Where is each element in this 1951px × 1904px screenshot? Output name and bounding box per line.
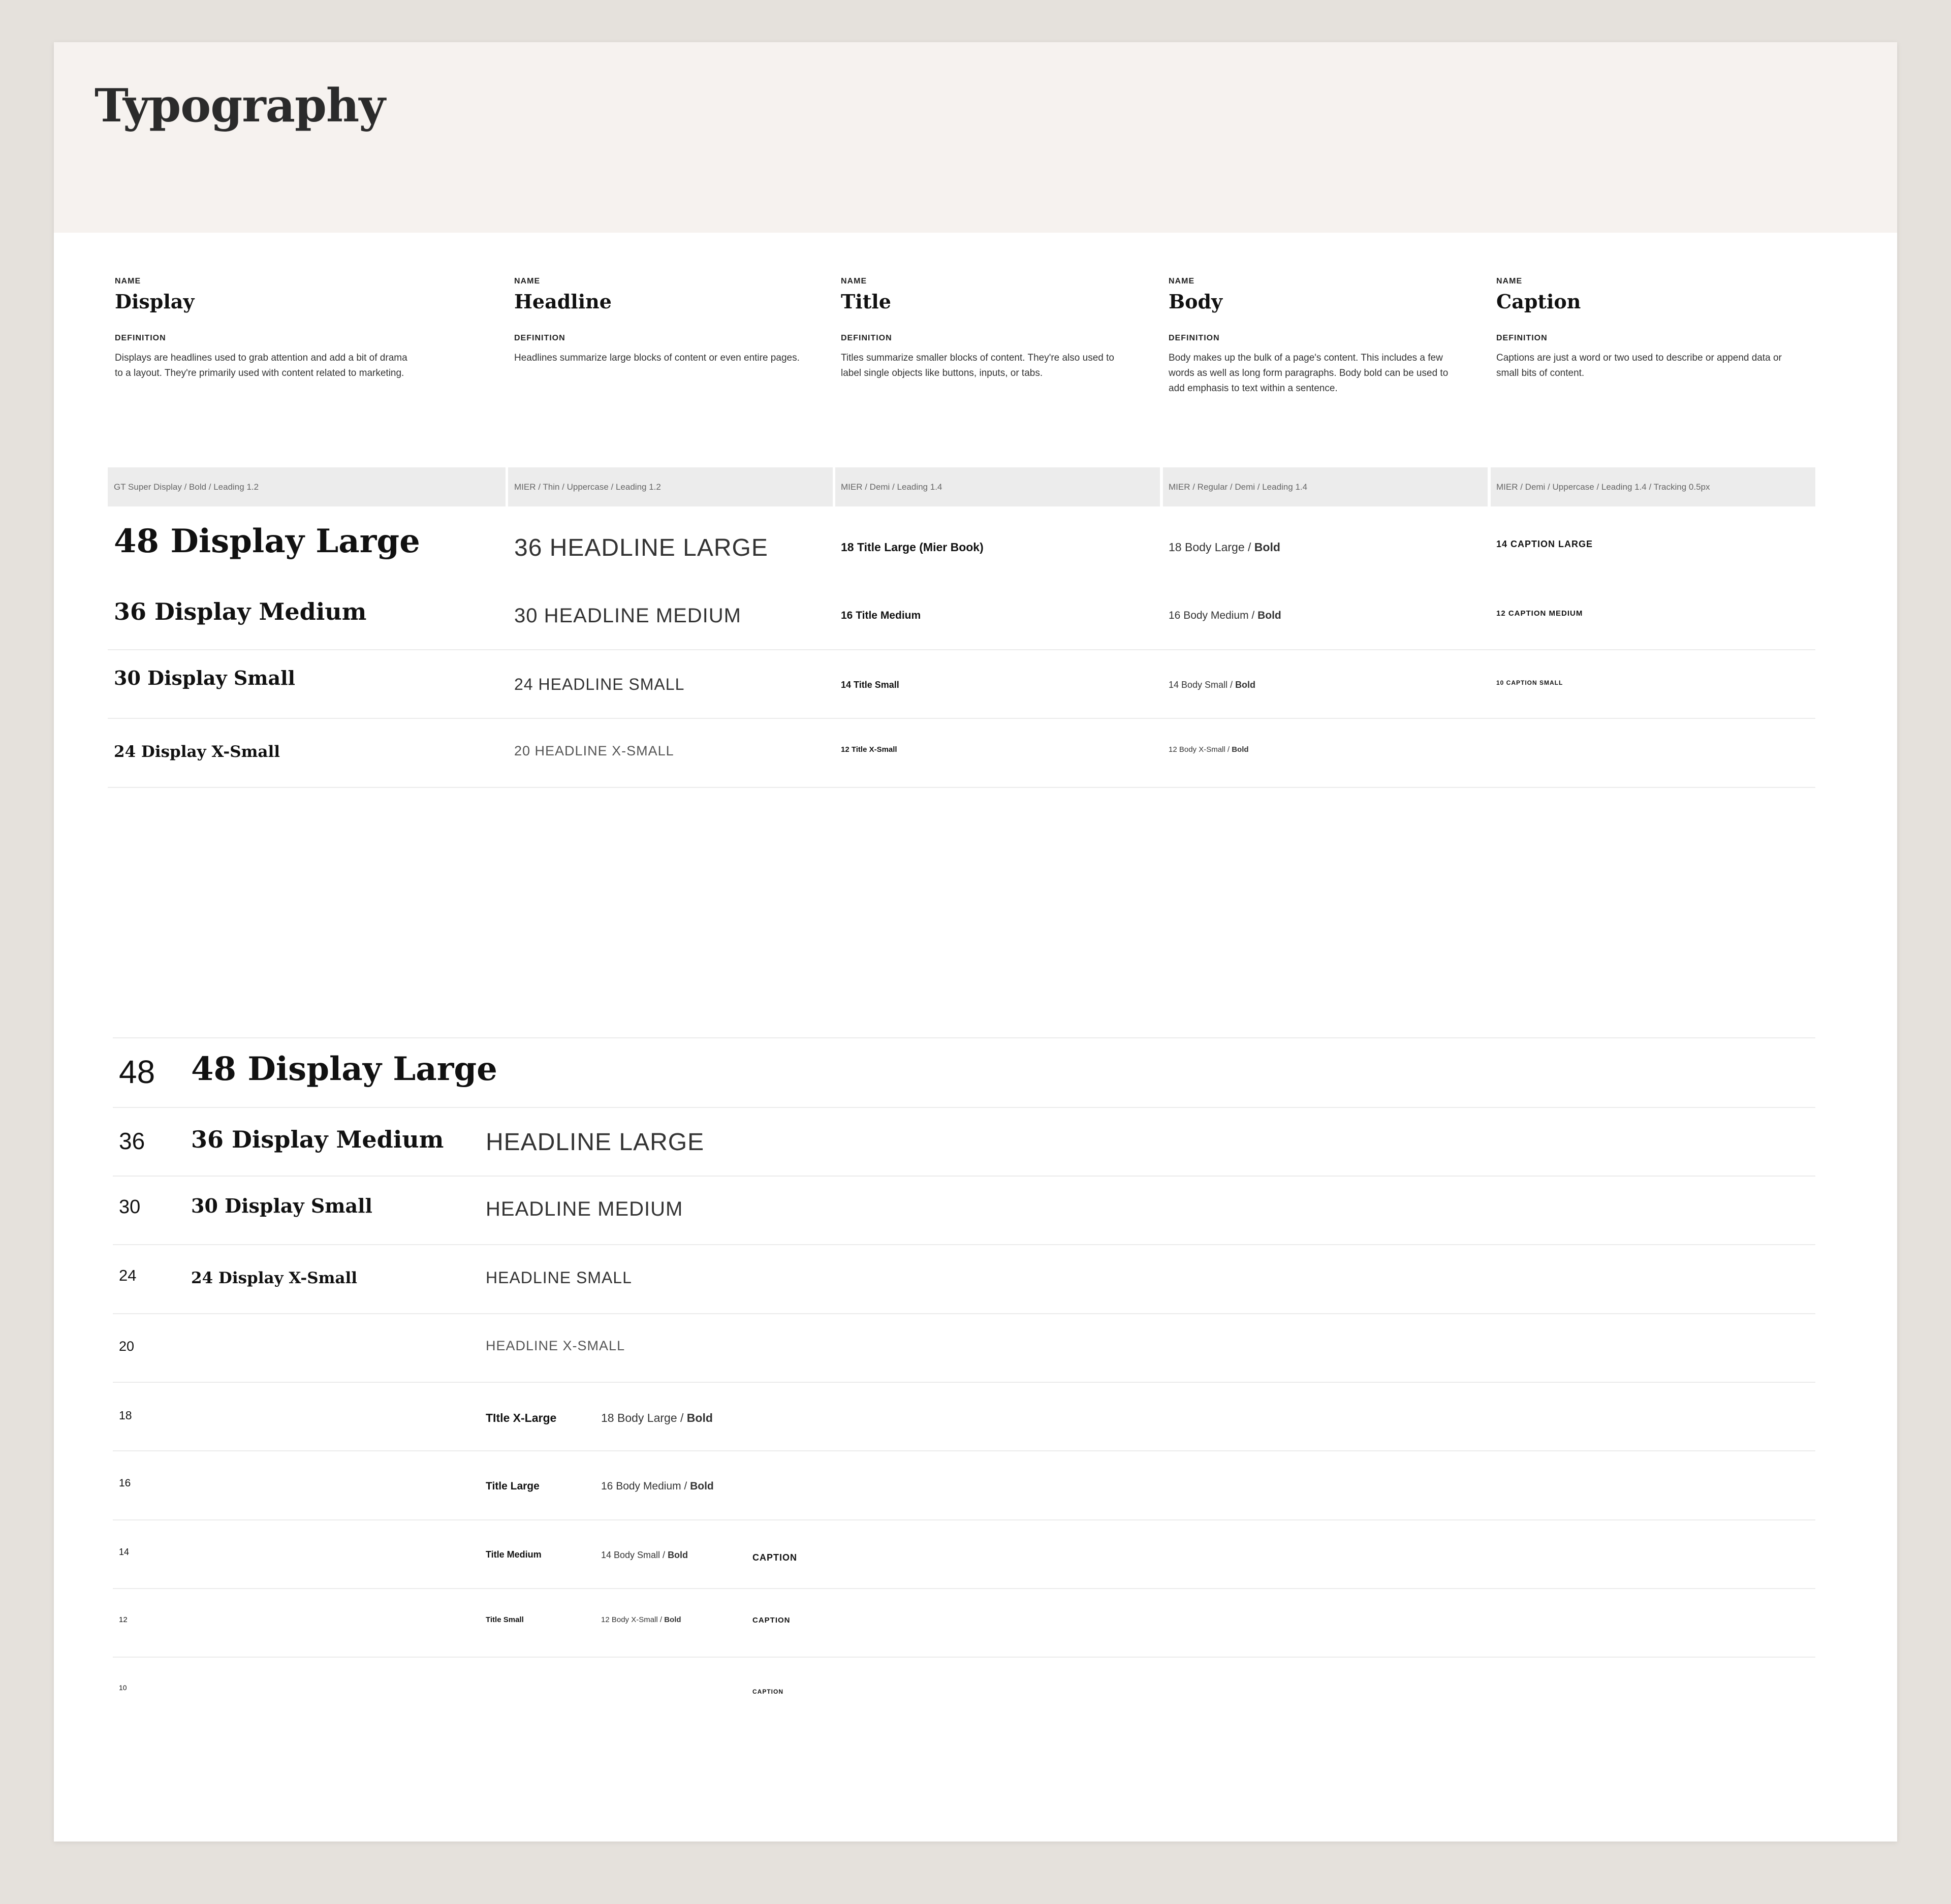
body-sample-text: 14 Body Small / bbox=[1169, 680, 1236, 690]
body-bold-text: Bold bbox=[686, 1411, 713, 1424]
typography-card bbox=[54, 42, 1897, 1842]
definition-label: DEFINITION bbox=[1496, 334, 1548, 342]
display-large-sample: 48 Display Large bbox=[114, 522, 420, 560]
scale-size: 36 bbox=[119, 1128, 145, 1154]
headline-xsmall-sample: 20 HEADLINE X-SMALL bbox=[514, 743, 674, 758]
name-label: NAME bbox=[115, 277, 141, 285]
body-sample-text: 18 Body Large / bbox=[601, 1411, 687, 1424]
header-band bbox=[54, 42, 1897, 233]
spec-text: MIER / Regular / Demi / Leading 1.4 bbox=[1169, 482, 1308, 492]
row-divider bbox=[113, 1519, 1815, 1520]
body-bold-text: Bold bbox=[1254, 541, 1280, 554]
body-sample-text: 12 Body X-Small / bbox=[1169, 745, 1232, 754]
column-definition: Titles summarize smaller blocks of content. They're also used to label single objects like buttons, inputs, or tabs. bbox=[841, 353, 1114, 378]
column-definition: Headlines summarize large blocks of content or even entire pages. bbox=[514, 353, 800, 363]
scale-headline-sample: HEADLINE LARGE bbox=[486, 1129, 705, 1156]
body-sample-text: 14 Body Small / bbox=[601, 1550, 668, 1560]
scale-size: 20 bbox=[119, 1339, 135, 1354]
scale-headline-sample: HEADLINE MEDIUM bbox=[486, 1198, 683, 1220]
column-name: Body bbox=[1169, 290, 1223, 313]
scale-caption-sample: CAPTION bbox=[752, 1552, 797, 1563]
definition-label: DEFINITION bbox=[115, 334, 166, 342]
row-divider bbox=[108, 718, 1815, 719]
row-divider bbox=[113, 1313, 1815, 1314]
scale-size: 14 bbox=[119, 1547, 130, 1557]
scale-display-sample: 24 Display X-Small bbox=[191, 1269, 358, 1287]
body-bold-text: Bold bbox=[1257, 610, 1281, 621]
row-divider bbox=[113, 1588, 1815, 1589]
name-label: NAME bbox=[1496, 277, 1523, 285]
row-divider bbox=[108, 787, 1815, 788]
spec-text: GT Super Display / Bold / Leading 1.2 bbox=[114, 482, 259, 492]
column-name: Headline bbox=[514, 290, 612, 313]
display-medium-sample: 36 Display Medium bbox=[114, 598, 367, 625]
row-divider bbox=[113, 1176, 1815, 1177]
body-sample-text: 16 Body Medium / bbox=[601, 1480, 690, 1492]
column-definition: Body makes up the bulk of a page's content. This includes a few words as well as long form paragraphs. Body bold can be used to add emphasis to text within a sentence. bbox=[1169, 353, 1449, 394]
scale-caption-sample: CAPTION bbox=[752, 1616, 791, 1625]
body-small-sample bbox=[1169, 680, 1255, 690]
body-medium-sample bbox=[1169, 610, 1281, 622]
row-divider bbox=[113, 1107, 1815, 1108]
scale-display-sample: 48 Display Large bbox=[191, 1050, 497, 1088]
scale-title-sample: Title Medium bbox=[486, 1549, 542, 1560]
scale-size: 10 bbox=[119, 1684, 127, 1692]
column-definition: Displays are headlines used to grab attention and add a bit of drama to a layout. They're primarily used with content related to marketing. bbox=[115, 353, 407, 378]
row-divider bbox=[108, 649, 1815, 650]
title-xsmall-sample: 12 Title X-Small bbox=[841, 745, 897, 754]
title-small-sample: 14 Title Small bbox=[841, 680, 899, 690]
display-xsmall-sample: 24 Display X-Small bbox=[114, 743, 280, 761]
scale-display-sample: 36 Display Medium bbox=[191, 1126, 444, 1153]
body-sample-text: 18 Body Large / bbox=[1169, 541, 1254, 554]
column-name: Display bbox=[115, 290, 195, 313]
scale-size: 12 bbox=[119, 1615, 128, 1624]
row-divider bbox=[113, 1450, 1815, 1451]
page-title: Typography bbox=[95, 79, 385, 133]
body-bold-text: Bold bbox=[664, 1615, 681, 1624]
scale-size: 48 bbox=[119, 1054, 155, 1090]
body-bold-text: Bold bbox=[1235, 680, 1256, 690]
scale-title-sample: Title Small bbox=[486, 1615, 524, 1624]
name-label: NAME bbox=[841, 277, 867, 285]
name-label: NAME bbox=[514, 277, 541, 285]
display-small-sample: 30 Display Small bbox=[114, 667, 295, 689]
row-divider bbox=[113, 1657, 1815, 1658]
row-divider bbox=[113, 1382, 1815, 1383]
caption-large-sample: 14 CAPTION LARGE bbox=[1496, 539, 1593, 549]
body-xsmall-sample bbox=[1169, 745, 1249, 754]
spec-text: MIER / Demi / Uppercase / Leading 1.4 / Tracking 0.5px bbox=[1496, 482, 1710, 492]
body-bold-text: Bold bbox=[668, 1550, 688, 1560]
scale-display-sample: 30 Display Small bbox=[191, 1194, 372, 1217]
column-name: Title bbox=[841, 290, 891, 313]
body-sample-text: 12 Body X-Small / bbox=[601, 1615, 665, 1624]
title-large-sample: 18 Title Large (Mier Book) bbox=[841, 541, 984, 554]
scale-title-sample: TItle X-Large bbox=[486, 1411, 557, 1424]
body-bold-text: Bold bbox=[690, 1480, 714, 1492]
caption-medium-sample: 12 CAPTION MEDIUM bbox=[1496, 609, 1583, 618]
scale-body-sample bbox=[601, 1411, 713, 1425]
scale-body-sample bbox=[601, 1615, 681, 1624]
scale-title-sample: Title Large bbox=[486, 1480, 540, 1492]
body-sample-text: 16 Body Medium / bbox=[1169, 610, 1258, 621]
scale-headline-sample: HEADLINE X-SMALL bbox=[486, 1338, 625, 1353]
scale-size: 24 bbox=[119, 1266, 137, 1284]
body-bold-text: Bold bbox=[1232, 745, 1249, 754]
scale-body-sample bbox=[601, 1480, 714, 1493]
scale-size: 18 bbox=[119, 1409, 132, 1422]
scale-body-sample bbox=[601, 1550, 688, 1561]
spec-text: MIER / Thin / Uppercase / Leading 1.2 bbox=[514, 482, 661, 492]
scale-size: 16 bbox=[119, 1477, 131, 1489]
row-divider bbox=[113, 1037, 1815, 1038]
definition-label: DEFINITION bbox=[514, 334, 565, 342]
headline-large-sample: 36 HEADLINE LARGE bbox=[514, 534, 768, 561]
body-large-sample bbox=[1169, 541, 1280, 554]
scale-headline-sample: HEADLINE SMALL bbox=[486, 1268, 632, 1287]
headline-small-sample: 24 HEADLINE SMALL bbox=[514, 675, 685, 693]
column-name: Caption bbox=[1496, 290, 1581, 313]
headline-medium-sample: 30 HEADLINE MEDIUM bbox=[514, 605, 741, 627]
definition-label: DEFINITION bbox=[1169, 334, 1220, 342]
definition-label: DEFINITION bbox=[841, 334, 892, 342]
name-label: NAME bbox=[1169, 277, 1195, 285]
spec-text: MIER / Demi / Leading 1.4 bbox=[841, 482, 942, 492]
column-definition: Captions are just a word or two used to describe or append data or small bits of content. bbox=[1496, 353, 1782, 378]
row-divider bbox=[113, 1244, 1815, 1245]
scale-size: 30 bbox=[119, 1196, 141, 1218]
scale-caption-sample: CAPTION bbox=[752, 1688, 783, 1695]
title-medium-sample: 16 Title Medium bbox=[841, 610, 921, 621]
caption-small-sample: 10 CAPTION SMALL bbox=[1496, 679, 1563, 686]
